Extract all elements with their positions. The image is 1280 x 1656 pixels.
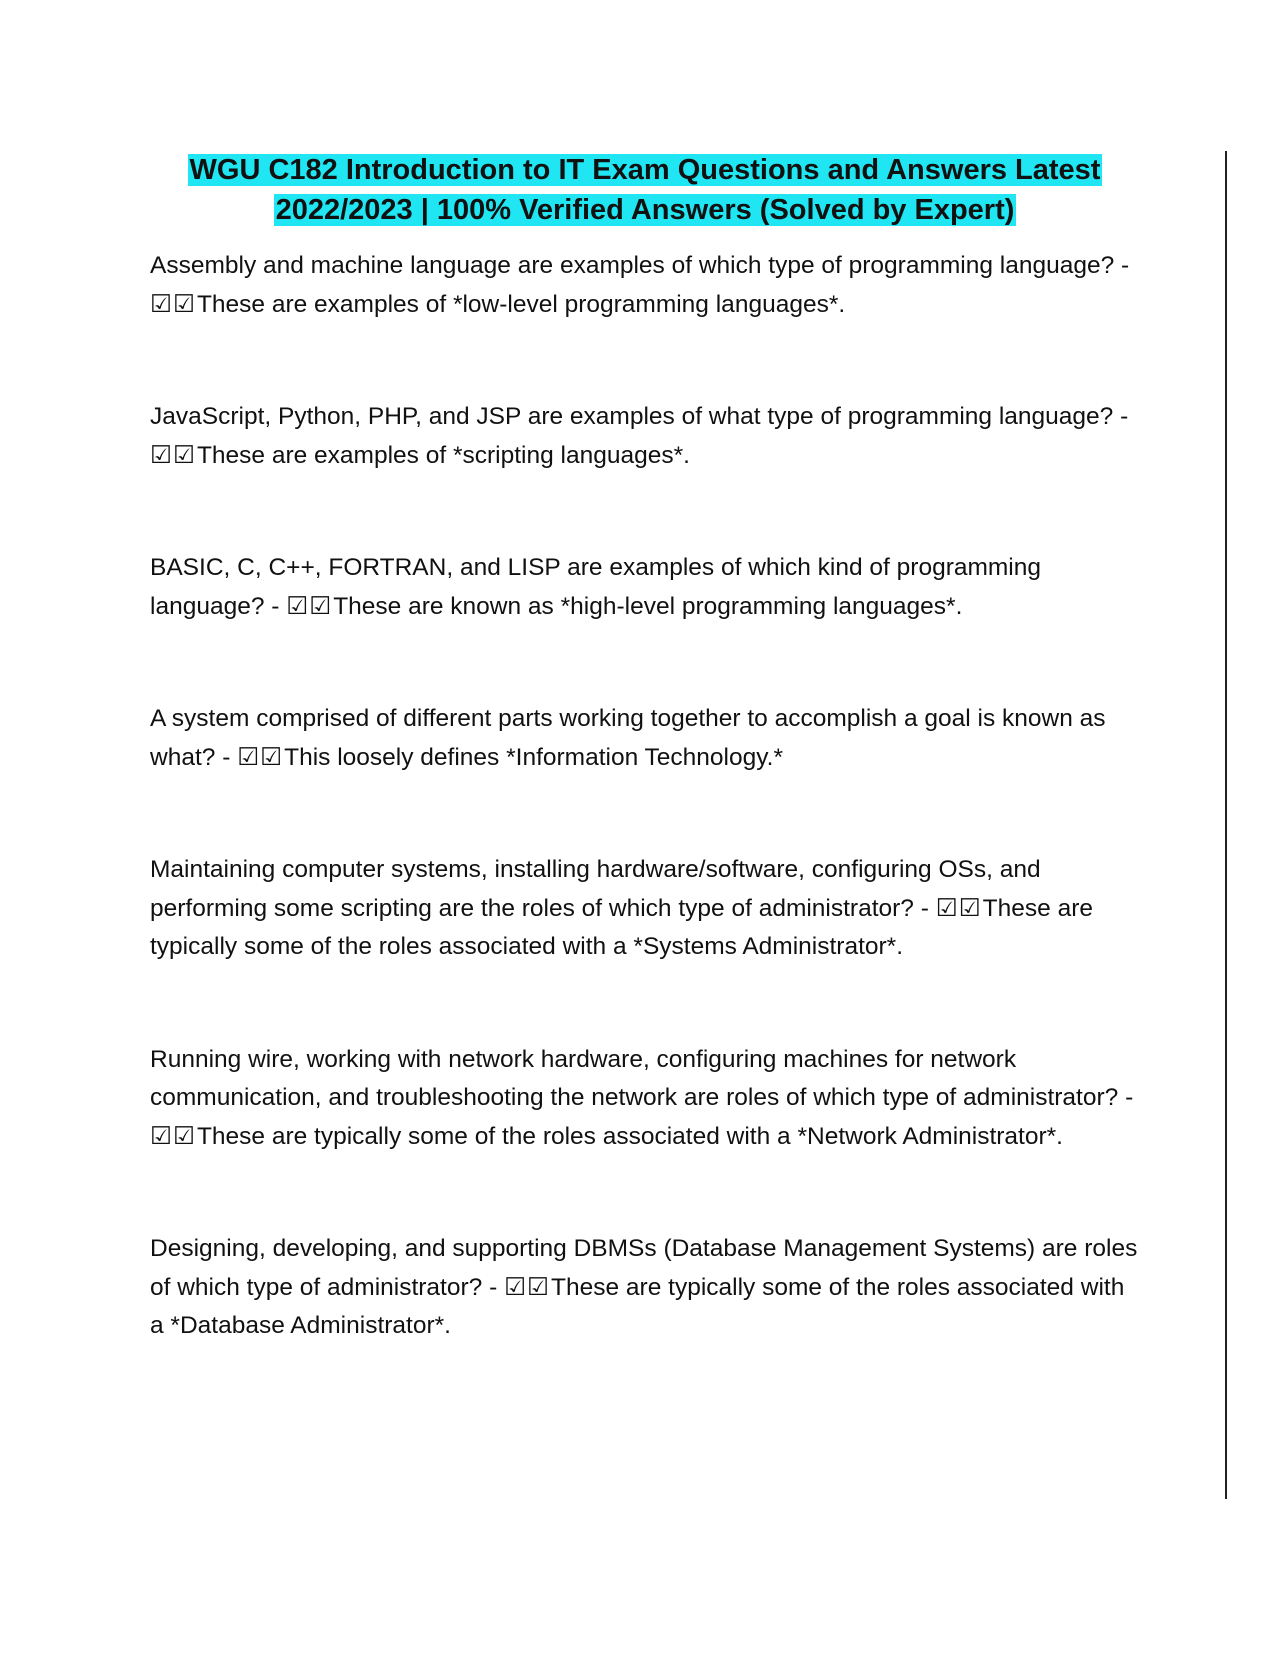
answer-separator: -: [222, 743, 231, 771]
answer-text: These are typically some of the roles associated with a *Database Administrator*.: [150, 1273, 1125, 1339]
answer-separator: -: [489, 1273, 498, 1301]
qa-item: [150, 851, 1140, 967]
answer-separator: -: [1121, 252, 1130, 279]
qa-item: [150, 700, 1140, 777]
checkmark-icon: ☑☑: [504, 1273, 551, 1301]
qa-item: [150, 1230, 1140, 1346]
answer-separator: -: [1120, 403, 1129, 430]
qa-item: [150, 398, 1140, 475]
checkmark-icon: ☑☑: [935, 894, 982, 922]
qa-list: [150, 247, 1140, 1346]
question-text: Designing, developing, and supporting DBMSs (Database Management Systems) are roles of which type of administrator?: [150, 1235, 1138, 1301]
question-text: Running wire, working with network hardware, configuring machines for network communication, and troubleshooting the network are roles of which type of administrator?: [150, 1045, 1119, 1111]
title-line-1: WGU C182 Introduction to IT Exam Questions and Answers Latest: [189, 154, 1101, 186]
checkmark-icon: ☑☑: [237, 743, 284, 771]
answer-text: These are typically some of the roles associated with a *Network Administrator*.: [196, 1122, 1063, 1150]
answer-text: These are known as *high-level programming languages*.: [333, 592, 963, 620]
checkmark-icon: ☑☑: [150, 290, 196, 318]
title-line-2: 2022/2023 | 100% Verified Answers (Solved by Expert): [275, 194, 1015, 226]
answer-text: These are typically some of the roles associated with a *Systems Administrator*.: [150, 894, 1093, 960]
checkmark-icon: ☑☑: [286, 592, 333, 620]
question-text: Assembly and machine language are examples of which type of programming language?: [150, 252, 1115, 279]
answer-separator: -: [920, 894, 929, 922]
qa-item: [150, 247, 1140, 324]
right-margin-rule: [1225, 151, 1227, 1499]
answer-text: These are examples of *scripting languages*.: [196, 441, 690, 469]
question-text: JavaScript, Python, PHP, and JSP are examples of what type of programming language?: [150, 403, 1114, 430]
question-text: BASIC, C, C++, FORTRAN, and LISP are examples of which kind of programming language?: [150, 554, 1041, 620]
answer-text: This loosely defines *Information Technology.*: [284, 743, 784, 771]
qa-item: [150, 1041, 1140, 1157]
question-text: Maintaining computer systems, installing hardware/software, configuring OSs, and performing some scripting are the roles of which type of administrator?: [150, 856, 1041, 922]
checkmark-icon: ☑☑: [150, 441, 196, 469]
answer-separator: -: [271, 592, 280, 620]
checkmark-icon: ☑☑: [150, 1122, 196, 1150]
document-title: [150, 150, 1140, 230]
question-text: A system comprised of different parts working together to accomplish a goal is known as what?: [150, 705, 1106, 771]
qa-item: [150, 549, 1140, 626]
answer-text: These are examples of *low-level programming languages*.: [196, 290, 846, 318]
answer-separator: -: [1125, 1084, 1134, 1111]
